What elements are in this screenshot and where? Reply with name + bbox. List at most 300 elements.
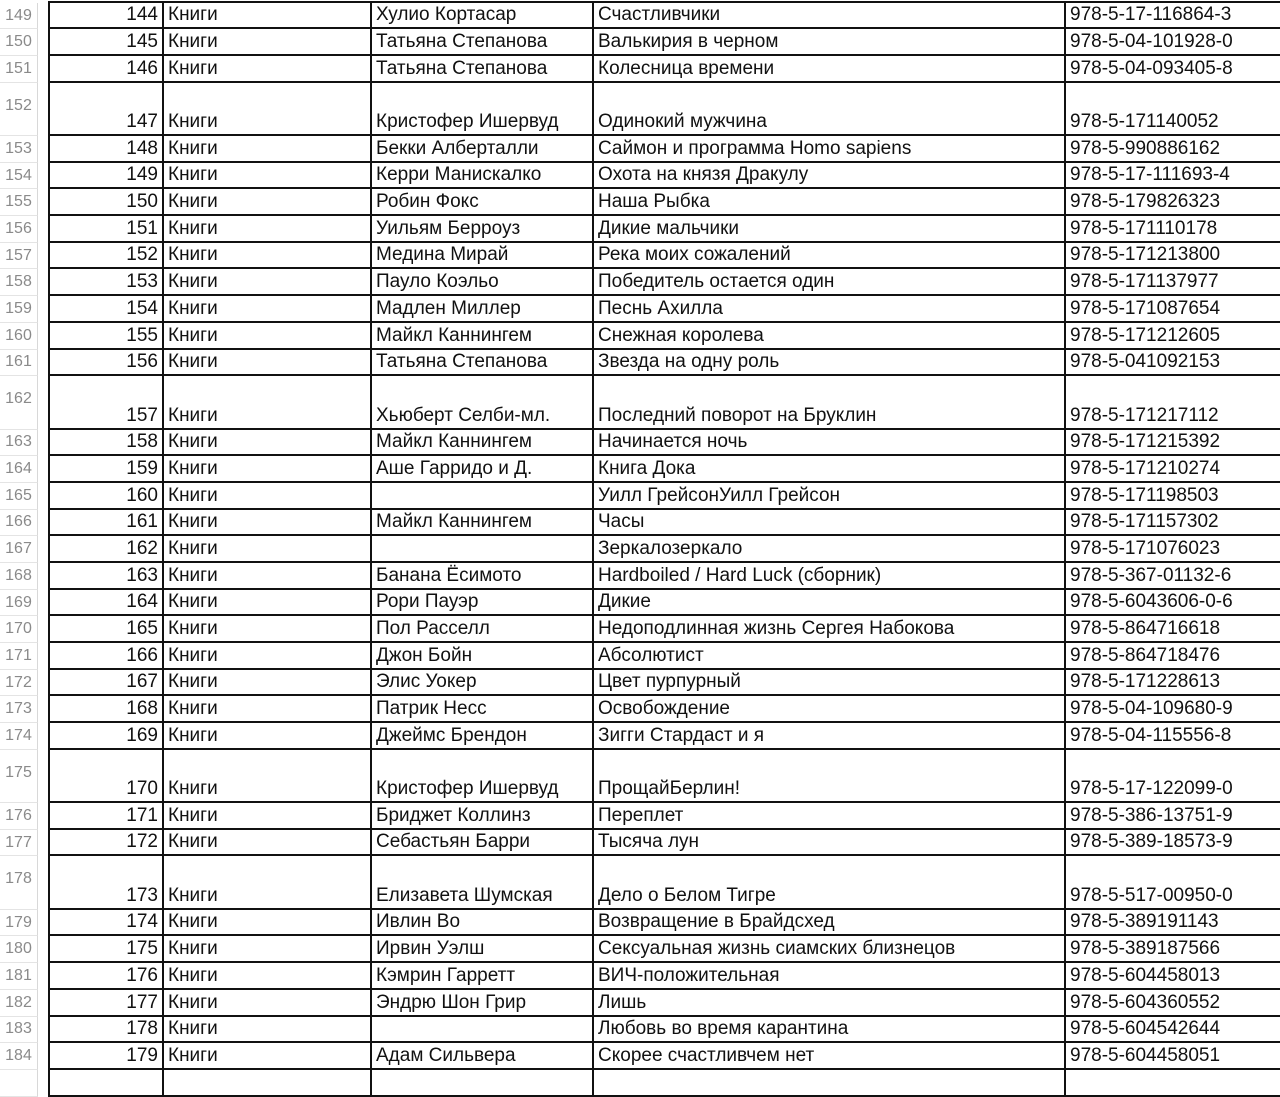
- cell-author[interactable]: [370, 990, 592, 1017]
- cell-isbn[interactable]: [1064, 483, 1280, 510]
- cell-author[interactable]: [370, 536, 592, 563]
- cell-category-text: Книги: [168, 804, 218, 826]
- cell-title[interactable]: [592, 1017, 1064, 1044]
- row-header[interactable]: [0, 696, 38, 723]
- cell-title[interactable]: [592, 616, 1064, 643]
- cell-isbn[interactable]: [1064, 803, 1280, 830]
- cell-author[interactable]: [370, 696, 592, 723]
- cell-isbn[interactable]: [1064, 696, 1280, 723]
- cell-title[interactable]: [592, 189, 1064, 216]
- row-number: 172: [5, 673, 32, 691]
- cell-title[interactable]: [592, 163, 1064, 190]
- row-number: 162: [5, 390, 32, 408]
- cell-author-text: Пауло Коэльо: [376, 271, 499, 293]
- cell-author[interactable]: [370, 56, 592, 83]
- row-header[interactable]: [0, 830, 38, 857]
- row-header[interactable]: [0, 563, 38, 590]
- row-number: 173: [5, 700, 32, 718]
- cell-isbn[interactable]: [1064, 163, 1280, 190]
- cell-title[interactable]: [592, 936, 1064, 963]
- cell-number-text: 174: [126, 911, 158, 933]
- row-header[interactable]: [0, 216, 38, 243]
- cell-category[interactable]: [162, 856, 370, 909]
- cell-number-text: 151: [126, 217, 158, 239]
- cell-number-text: 172: [126, 831, 158, 853]
- cell-isbn[interactable]: [1064, 963, 1280, 990]
- cell-title[interactable]: [592, 56, 1064, 83]
- cell-author-text: Кристофер Ишервуд: [376, 778, 559, 800]
- cell-title-text: ВИЧ-положительная: [598, 964, 780, 986]
- cell-number[interactable]: [48, 990, 162, 1017]
- row-header[interactable]: [0, 670, 38, 697]
- cell-title[interactable]: [592, 430, 1064, 457]
- cell-isbn-text: 978-5-171140052: [1070, 111, 1219, 133]
- cell-author[interactable]: [370, 856, 592, 909]
- cell-isbn-text: 978-5-367-01132-6: [1070, 564, 1232, 586]
- cell-title-text: Hardboiled / Hard Luck (сборник): [598, 564, 882, 586]
- cell-author[interactable]: [370, 1017, 592, 1044]
- cell-isbn[interactable]: [1064, 83, 1280, 136]
- cell-author-text: Бриджет Коллинз: [376, 804, 531, 826]
- cell-isbn-text: 978-5-17-111693-4: [1070, 164, 1230, 186]
- row-header[interactable]: [0, 936, 38, 963]
- cell-author[interactable]: [370, 3, 592, 30]
- row-header[interactable]: [0, 376, 38, 429]
- row-header[interactable]: [0, 29, 38, 56]
- cell-number[interactable]: [48, 456, 162, 483]
- row-number: 170: [5, 620, 32, 638]
- cell-author[interactable]: [370, 616, 592, 643]
- cell-isbn-text: 978-5-171157302: [1070, 511, 1219, 533]
- cell-author-text: Кристофер Ишервуд: [376, 111, 559, 133]
- cell-category[interactable]: [162, 456, 370, 483]
- cell-category-text: Книги: [168, 511, 218, 533]
- cell-number-text: 148: [126, 137, 158, 159]
- cell-title-text: Счастливчики: [598, 4, 721, 26]
- cell-isbn[interactable]: [1064, 670, 1280, 697]
- row-header[interactable]: [0, 1043, 38, 1070]
- cell-number[interactable]: [48, 29, 162, 56]
- cell-title[interactable]: [592, 990, 1064, 1017]
- row-number: 179: [5, 913, 32, 931]
- cell-number[interactable]: [48, 670, 162, 697]
- cell-author[interactable]: [370, 936, 592, 963]
- cell-category-text: Книги: [168, 778, 218, 800]
- cell-isbn-text: 978-5-171137977: [1070, 271, 1219, 293]
- cell-number-text: 175: [126, 938, 158, 960]
- cell-title[interactable]: [592, 350, 1064, 377]
- cell-number[interactable]: [48, 1043, 162, 1070]
- cell-number[interactable]: [48, 723, 162, 750]
- cell-author[interactable]: [370, 83, 592, 136]
- cell-number[interactable]: [48, 350, 162, 377]
- row-number: 161: [5, 353, 32, 371]
- cell-category[interactable]: [162, 536, 370, 563]
- cell-title[interactable]: [592, 536, 1064, 563]
- row-header[interactable]: [0, 616, 38, 643]
- row-header[interactable]: [0, 269, 38, 296]
- row-number: 167: [5, 540, 32, 558]
- cell-isbn[interactable]: [1064, 750, 1280, 803]
- cell-category[interactable]: [162, 990, 370, 1017]
- cell-number[interactable]: [48, 483, 162, 510]
- row-header[interactable]: [0, 3, 38, 30]
- cell-title-text: Снежная королева: [598, 324, 764, 346]
- cell-number[interactable]: [48, 376, 162, 429]
- cell-number[interactable]: [48, 430, 162, 457]
- cell-title[interactable]: [592, 563, 1064, 590]
- cell-number[interactable]: [48, 1017, 162, 1044]
- cell-title[interactable]: [592, 910, 1064, 937]
- cell-number[interactable]: [48, 536, 162, 563]
- cell-category-text: Книги: [168, 191, 218, 213]
- cell-number[interactable]: [48, 3, 162, 30]
- cell-number[interactable]: [48, 910, 162, 937]
- cell-isbn[interactable]: [1064, 510, 1280, 537]
- cell-title[interactable]: [592, 723, 1064, 750]
- cell-author[interactable]: [370, 830, 592, 857]
- cell-number[interactable]: [48, 563, 162, 590]
- cell-author[interactable]: [370, 376, 592, 429]
- row-header[interactable]: [0, 750, 38, 803]
- cell-author[interactable]: [370, 456, 592, 483]
- cell-category[interactable]: [162, 510, 370, 537]
- table-row: [0, 163, 1280, 190]
- row-header[interactable]: [0, 243, 38, 270]
- cell-number[interactable]: [48, 269, 162, 296]
- row-header[interactable]: [0, 483, 38, 510]
- cell-category[interactable]: [162, 216, 370, 243]
- cell-isbn-text: 978-5-389187566: [1070, 938, 1221, 960]
- cell-isbn[interactable]: [1064, 590, 1280, 617]
- cell-author[interactable]: [370, 510, 592, 537]
- cell-isbn[interactable]: [1064, 456, 1280, 483]
- cell-category-text: Книги: [168, 911, 218, 933]
- cell-category-text: Книги: [168, 938, 218, 960]
- cell-title[interactable]: [592, 590, 1064, 617]
- row-header[interactable]: [0, 430, 38, 457]
- cell-category[interactable]: [162, 670, 370, 697]
- cell-author[interactable]: [370, 216, 592, 243]
- cell-number[interactable]: [48, 856, 162, 909]
- cell-author[interactable]: [370, 1043, 592, 1070]
- row-header[interactable]: [0, 643, 38, 670]
- cell-title[interactable]: [592, 1070, 1064, 1097]
- cell-title[interactable]: [592, 830, 1064, 857]
- table-row: [0, 1070, 1280, 1097]
- cell-isbn[interactable]: [1064, 296, 1280, 323]
- cell-category[interactable]: [162, 723, 370, 750]
- row-header[interactable]: [0, 323, 38, 350]
- cell-isbn[interactable]: [1064, 856, 1280, 909]
- cell-category[interactable]: [162, 963, 370, 990]
- cell-title[interactable]: [592, 856, 1064, 909]
- cell-category[interactable]: [162, 350, 370, 377]
- cell-title[interactable]: [592, 643, 1064, 670]
- cell-isbn[interactable]: [1064, 3, 1280, 30]
- cell-title[interactable]: [592, 296, 1064, 323]
- cell-category[interactable]: [162, 936, 370, 963]
- cell-title-text: Возвращение в Брайдсхед: [598, 911, 835, 933]
- cell-author-text: Майкл Каннингем: [376, 511, 532, 533]
- cell-isbn[interactable]: [1064, 269, 1280, 296]
- cell-category[interactable]: [162, 563, 370, 590]
- cell-number[interactable]: [48, 243, 162, 270]
- cell-title[interactable]: [592, 1043, 1064, 1070]
- cell-author-text: Елизавета Шумская: [376, 884, 553, 906]
- cell-category[interactable]: [162, 56, 370, 83]
- cell-isbn-text: 978-5-517-00950-0: [1070, 884, 1233, 906]
- cell-isbn[interactable]: [1064, 990, 1280, 1017]
- cell-author-text: Татьяна Степанова: [376, 57, 548, 79]
- cell-category-text: Книги: [168, 991, 218, 1013]
- cell-number[interactable]: [48, 56, 162, 83]
- cell-category[interactable]: [162, 483, 370, 510]
- cell-author-text: Майкл Каннингем: [376, 324, 532, 346]
- cell-author[interactable]: [370, 163, 592, 190]
- cell-number[interactable]: [48, 189, 162, 216]
- cell-category[interactable]: [162, 376, 370, 429]
- cell-isbn[interactable]: [1064, 243, 1280, 270]
- cell-title[interactable]: [592, 136, 1064, 163]
- row-header[interactable]: [0, 1017, 38, 1044]
- cell-category[interactable]: [162, 269, 370, 296]
- cell-author[interactable]: [370, 563, 592, 590]
- cell-author[interactable]: [370, 910, 592, 937]
- cell-number[interactable]: [48, 136, 162, 163]
- cell-title[interactable]: [592, 510, 1064, 537]
- cell-title[interactable]: [592, 29, 1064, 56]
- cell-category[interactable]: [162, 136, 370, 163]
- cell-isbn[interactable]: [1064, 323, 1280, 350]
- cell-isbn[interactable]: [1064, 563, 1280, 590]
- cell-category[interactable]: [162, 163, 370, 190]
- cell-number[interactable]: [48, 296, 162, 323]
- cell-category[interactable]: [162, 323, 370, 350]
- cell-category[interactable]: [162, 643, 370, 670]
- cell-title-text: Дикие мальчики: [598, 217, 740, 239]
- cell-author[interactable]: [370, 670, 592, 697]
- table-row: [0, 830, 1280, 857]
- cell-category[interactable]: [162, 189, 370, 216]
- row-header[interactable]: [0, 856, 38, 909]
- cell-isbn[interactable]: [1064, 376, 1280, 429]
- cell-title[interactable]: [592, 216, 1064, 243]
- cell-category[interactable]: [162, 83, 370, 136]
- cell-title-text: Одинокий мужчина: [598, 111, 767, 133]
- cell-isbn[interactable]: [1064, 430, 1280, 457]
- row-number: 183: [5, 1020, 32, 1038]
- cell-author[interactable]: [370, 750, 592, 803]
- cell-category[interactable]: [162, 696, 370, 723]
- cell-author[interactable]: [370, 189, 592, 216]
- cell-isbn-text: 978-5-171198503: [1070, 484, 1219, 506]
- cell-isbn[interactable]: [1064, 936, 1280, 963]
- row-header[interactable]: [0, 189, 38, 216]
- cell-title[interactable]: [592, 696, 1064, 723]
- row-header[interactable]: [0, 990, 38, 1017]
- cell-title[interactable]: [592, 323, 1064, 350]
- row-number: 182: [5, 993, 32, 1011]
- cell-isbn-text: 978-5-604360552: [1070, 991, 1221, 1013]
- cell-category[interactable]: [162, 590, 370, 617]
- cell-number-text: 164: [126, 591, 158, 613]
- cell-isbn[interactable]: [1064, 1070, 1280, 1097]
- cell-title-text: Наша Рыбка: [598, 191, 710, 213]
- cell-title-text: Охота на князя Дракулу: [598, 164, 809, 186]
- cell-title[interactable]: [592, 803, 1064, 830]
- cell-title[interactable]: [592, 483, 1064, 510]
- cell-number[interactable]: [48, 216, 162, 243]
- cell-category[interactable]: [162, 750, 370, 803]
- cell-author[interactable]: [370, 323, 592, 350]
- row-header[interactable]: [0, 163, 38, 190]
- cell-number[interactable]: [48, 830, 162, 857]
- cell-isbn[interactable]: [1064, 1043, 1280, 1070]
- row-header[interactable]: [0, 910, 38, 937]
- cell-number[interactable]: [48, 163, 162, 190]
- cell-title[interactable]: [592, 269, 1064, 296]
- row-header[interactable]: [0, 1070, 38, 1097]
- cell-number[interactable]: [48, 696, 162, 723]
- table-row: [0, 243, 1280, 270]
- row-number: 158: [5, 273, 32, 291]
- cell-author[interactable]: [370, 723, 592, 750]
- cell-number[interactable]: [48, 643, 162, 670]
- cell-category[interactable]: [162, 1017, 370, 1044]
- cell-isbn-text: 978-5-04-093405-8: [1070, 57, 1233, 79]
- cell-title[interactable]: [592, 243, 1064, 270]
- cell-author[interactable]: [370, 269, 592, 296]
- cell-isbn-text: 978-5-604458013: [1070, 964, 1221, 986]
- row-header[interactable]: [0, 510, 38, 537]
- cell-number[interactable]: [48, 803, 162, 830]
- cell-author[interactable]: [370, 963, 592, 990]
- cell-title-text: Любовь во время карантина: [598, 1018, 849, 1040]
- cell-title[interactable]: [592, 456, 1064, 483]
- cell-author-text: Мадлен Миллер: [376, 297, 521, 319]
- cell-number[interactable]: [48, 936, 162, 963]
- cell-isbn-text: 978-5-171087654: [1070, 297, 1221, 319]
- cell-isbn[interactable]: [1064, 29, 1280, 56]
- cell-category-text: Книги: [168, 484, 218, 506]
- cell-isbn[interactable]: [1064, 830, 1280, 857]
- cell-isbn-text: 978-5-041092153: [1070, 351, 1221, 373]
- cell-category-text: Книги: [168, 644, 218, 666]
- cell-title[interactable]: [592, 670, 1064, 697]
- cell-author[interactable]: [370, 296, 592, 323]
- cell-isbn[interactable]: [1064, 910, 1280, 937]
- cell-author[interactable]: [370, 29, 592, 56]
- cell-isbn[interactable]: [1064, 56, 1280, 83]
- cell-title-text: Победитель остается один: [598, 271, 835, 293]
- cell-isbn[interactable]: [1064, 136, 1280, 163]
- cell-title[interactable]: [592, 963, 1064, 990]
- cell-title[interactable]: [592, 750, 1064, 803]
- cell-author[interactable]: [370, 803, 592, 830]
- cell-title[interactable]: [592, 3, 1064, 30]
- cell-number[interactable]: [48, 963, 162, 990]
- cell-author[interactable]: [370, 1070, 592, 1097]
- cell-number[interactable]: [48, 590, 162, 617]
- cell-title[interactable]: [592, 376, 1064, 429]
- row-header[interactable]: [0, 136, 38, 163]
- cell-category-text: Книги: [168, 1044, 218, 1066]
- cell-category[interactable]: [162, 29, 370, 56]
- cell-title-text: Последний поворот на Бруклин: [598, 404, 877, 426]
- table-row: [0, 643, 1280, 670]
- row-header[interactable]: [0, 803, 38, 830]
- row-header[interactable]: [0, 56, 38, 83]
- cell-author[interactable]: [370, 483, 592, 510]
- table-row: [0, 723, 1280, 750]
- cell-isbn[interactable]: [1064, 643, 1280, 670]
- row-header[interactable]: [0, 590, 38, 617]
- cell-author[interactable]: [370, 643, 592, 670]
- cell-category[interactable]: [162, 803, 370, 830]
- cell-isbn[interactable]: [1064, 350, 1280, 377]
- row-header[interactable]: [0, 456, 38, 483]
- cell-category[interactable]: [162, 830, 370, 857]
- cell-author[interactable]: [370, 590, 592, 617]
- cell-category-text: Книги: [168, 271, 218, 293]
- cell-category[interactable]: [162, 296, 370, 323]
- cell-number[interactable]: [48, 616, 162, 643]
- cell-isbn[interactable]: [1064, 216, 1280, 243]
- cell-category[interactable]: [162, 1070, 370, 1097]
- cell-author[interactable]: [370, 350, 592, 377]
- table-row: [0, 483, 1280, 510]
- cell-category[interactable]: [162, 910, 370, 937]
- cell-author[interactable]: [370, 430, 592, 457]
- cell-category[interactable]: [162, 430, 370, 457]
- cell-category-text: Книги: [168, 244, 218, 266]
- cell-category[interactable]: [162, 243, 370, 270]
- cell-number[interactable]: [48, 750, 162, 803]
- row-header[interactable]: [0, 723, 38, 750]
- cell-category[interactable]: [162, 3, 370, 30]
- table-row: [0, 670, 1280, 697]
- cell-category[interactable]: [162, 1043, 370, 1070]
- row-header[interactable]: [0, 296, 38, 323]
- cell-number[interactable]: [48, 83, 162, 136]
- row-header[interactable]: [0, 536, 38, 563]
- cell-title[interactable]: [592, 83, 1064, 136]
- table-row: [0, 696, 1280, 723]
- cell-number-text: 167: [126, 671, 158, 693]
- cell-number[interactable]: [48, 323, 162, 350]
- cell-isbn-text: 978-5-386-13751-9: [1070, 804, 1233, 826]
- spreadsheet-grid[interactable]: [0, 3, 1280, 1097]
- cell-category[interactable]: [162, 616, 370, 643]
- cell-isbn[interactable]: [1064, 616, 1280, 643]
- cell-isbn[interactable]: [1064, 536, 1280, 563]
- cell-title-text: Река моих сожалений: [598, 244, 791, 266]
- cell-isbn[interactable]: [1064, 723, 1280, 750]
- cell-number[interactable]: [48, 510, 162, 537]
- cell-isbn[interactable]: [1064, 189, 1280, 216]
- cell-isbn[interactable]: [1064, 1017, 1280, 1044]
- cell-author[interactable]: [370, 243, 592, 270]
- row-number: 165: [5, 486, 32, 504]
- row-header[interactable]: [0, 963, 38, 990]
- cell-number[interactable]: [48, 1070, 162, 1097]
- row-header[interactable]: [0, 350, 38, 377]
- cell-isbn-text: 978-5-04-115556-8: [1070, 724, 1232, 746]
- cell-author[interactable]: [370, 136, 592, 163]
- row-header[interactable]: [0, 83, 38, 136]
- cell-isbn-text: 978-5-171110178: [1070, 217, 1218, 239]
